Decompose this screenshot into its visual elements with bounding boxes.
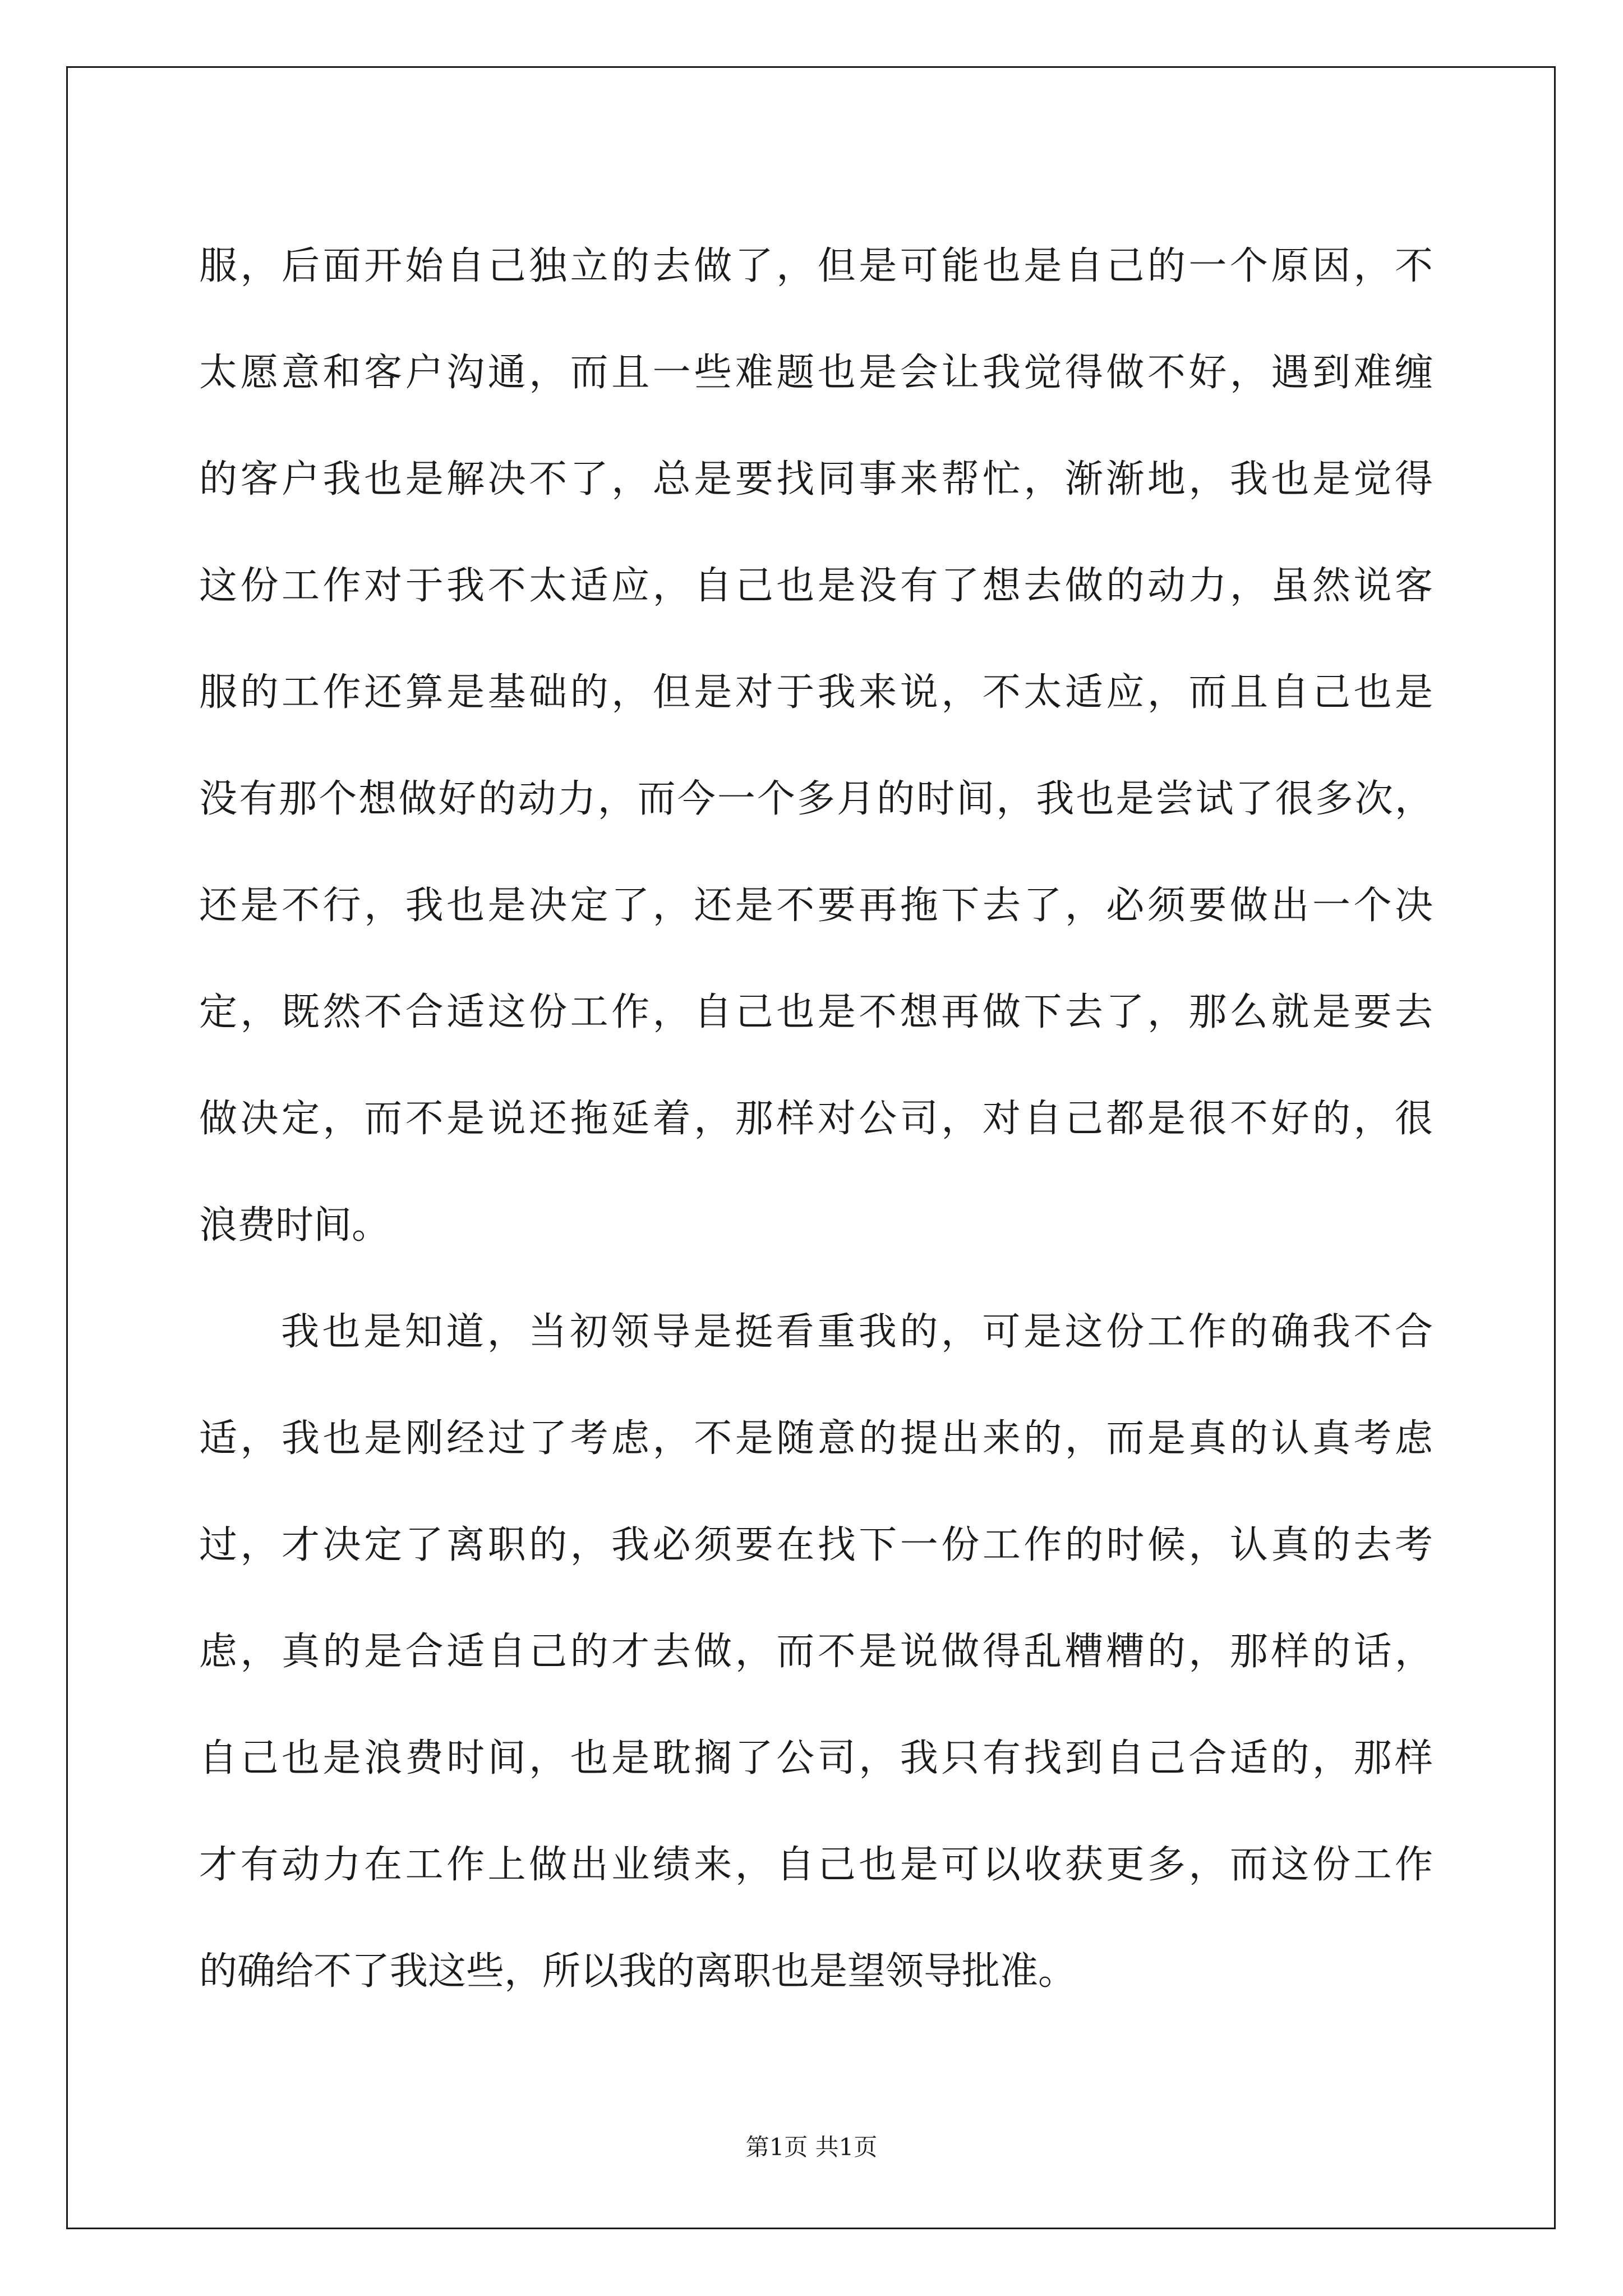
paragraph-1-line-6: 没有那个想做好的动力，而今一个多月的时间，我也是尝试了很多次，: [199, 777, 1433, 821]
paragraph-2-line-7: 的确给不了我这些，所以我的离职也是望领导批准。: [199, 1949, 1077, 1994]
paragraph-2-line-2: 适，我也是刚经过了考虑，不是随意的提出来的，而是真的认真考虑: [199, 1416, 1433, 1461]
paragraph-1-line-1: 服，后面开始自己独立的去做了，但是可能也是自己的一个原因，不: [199, 244, 1433, 288]
paragraph-2-line-1: 我也是知道，当初领导是挺看重我的，可是这份工作的确我不合: [281, 1310, 1433, 1354]
document-body: [199, 213, 1433, 2025]
paragraph-1-line-5: 服的工作还算是基础的，但是对于我来说，不太适应，而且自己也是: [199, 670, 1433, 715]
paragraph-1-line-2: 太愿意和客户沟通，而且一些难题也是会让我觉得做不好，遇到难缠: [199, 351, 1433, 395]
paragraph-1-line-4: 这份工作对于我不太适应，自己也是没有了想去做的动力，虽然说客: [199, 564, 1433, 608]
paragraph-2-line-6: 才有动力在工作上做出业绩来，自己也是可以收获更多，而这份工作: [199, 1843, 1433, 1887]
paragraph-1-line-8: 定，既然不合适这份工作，自己也是不想再做下去了，那么就是要去: [199, 990, 1433, 1034]
paragraph-2-line-3: 过，才决定了离职的，我必须要在找下一份工作的时候，认真的去考: [199, 1523, 1433, 1567]
page-number-footer: 第1页 共1页: [745, 2133, 878, 2161]
paragraph-1-line-10: 浪费时间。: [199, 1203, 390, 1248]
paragraph-1-line-7: 还是不行，我也是决定了，还是不要再拖下去了，必须要做出一个决: [199, 884, 1433, 928]
paragraph-1-line-3: 的客户我也是解决不了，总是要找同事来帮忙，渐渐地，我也是觉得: [199, 457, 1433, 501]
paragraph-2-line-5: 自己也是浪费时间，也是耽搁了公司，我只有找到自己合适的，那样: [199, 1736, 1433, 1780]
paragraph-2-line-4: 虑，真的是合适自己的才去做，而不是说做得乱糟糟的，那样的话，: [199, 1630, 1433, 1674]
paragraph-1-line-9: 做决定，而不是说还拖延着，那样对公司，对自己都是很不好的，很: [199, 1097, 1433, 1141]
